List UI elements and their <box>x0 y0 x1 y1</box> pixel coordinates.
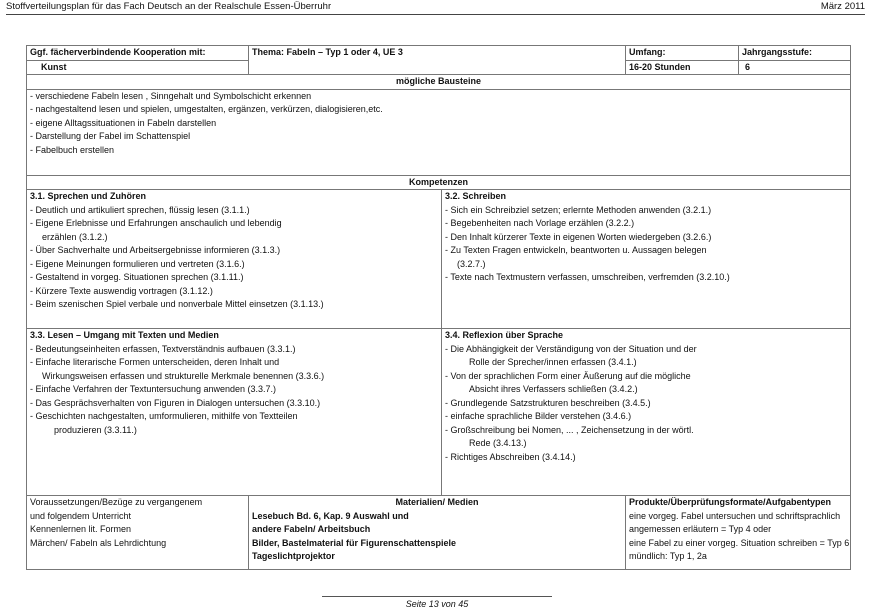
list-item: Rede (3.4.13.) <box>469 438 527 448</box>
section-title: 3.2. Schreiben <box>445 191 507 201</box>
jahrgang-label: Jahrgangsstufe: <box>739 46 851 61</box>
list-item: angemessen erläutern = Typ 4 oder <box>629 524 772 534</box>
document-title: Stoffverteilungsplan für das Fach Deutsch an der Realschule Essen-Überruhr <box>6 1 332 12</box>
kompetenzen-heading: Kompetenzen <box>27 175 851 190</box>
list-item: - Fabelbuch erstellen <box>30 144 115 155</box>
list-item: Wirkungsweisen erfassen und strukturelle Merkmale benennen (3.3.6.) <box>42 370 325 381</box>
list-item: - verschiedene Fabeln lesen , Sinngehalt und Symbolschicht erkennen <box>30 90 312 101</box>
list-item: Tageslichtprojektor <box>252 551 335 561</box>
list-item: - Einfache literarische Formen unterscheiden, deren Inhalt und <box>30 357 280 367</box>
list-item: - Eigene Erlebnisse und Erfahrungen anschaulich und lebendig <box>30 218 282 228</box>
list-item: - Sich ein Schreibziel setzen; erlernte Methoden anwenden (3.2.1.) <box>445 204 712 215</box>
voraussetzungen-title: Voraussetzungen/Bezüge zu vergangenem <box>30 497 203 507</box>
page-header <box>6 1 865 15</box>
list-item: eine Fabel zu einer vorgeg. Situation schreiben = Typ 6 <box>629 537 850 548</box>
list-item: eine vorgeg. Fabel untersuchen und schriftsprachlich <box>629 510 841 521</box>
list-item: - Den Inhalt kürzerer Texte in eigenen Worten wiedergeben (3.2.6.) <box>445 231 712 242</box>
list-item: Kennenlernen lit. Formen <box>30 524 132 534</box>
voraussetzungen-cell <box>27 496 249 570</box>
schreiben-section <box>442 190 851 329</box>
list-item: - Gestaltend in vorgeg. Situationen sprechen (3.1.11.) <box>30 272 244 282</box>
list-item: - Darstellung der Fabel im Schattenspiel <box>30 131 191 141</box>
list-item: - Großschreibung bei Nomen, ... , Zeichensetzung in der wörtl. <box>445 424 694 435</box>
list-item: - Begebenheiten nach Vorlage erzählen (3.2.2.) <box>445 218 635 228</box>
produkte-title: Produkte/Überprüfungsformate/Aufgabentypen <box>629 497 832 507</box>
sprechen-section <box>27 190 442 329</box>
list-item: - Bedeutungseinheiten erfassen, Textverständnis aufbauen (3.3.1.) <box>30 343 296 354</box>
list-item: - eigene Alltagssituationen in Fabeln darstellen <box>30 117 217 128</box>
document-date: März 2011 <box>820 1 865 12</box>
top-row-labels <box>27 46 851 61</box>
kooperation-value: Kunst <box>27 60 249 75</box>
footer-divider <box>322 596 552 597</box>
list-item: - Beim szenischen Spiel verbale und nonverbale Mittel einsetzen (3.1.13.) <box>30 299 324 309</box>
reflexion-section <box>442 329 851 496</box>
list-item: erzählen (3.1.2.) <box>42 231 108 242</box>
bausteine-list <box>27 89 851 175</box>
list-item: - Grundlegende Satzstrukturen beschreiben (3.4.5.) <box>445 397 651 408</box>
list-item: - Eigene Meinungen formulieren und vertreten (3.1.6.) <box>30 258 245 269</box>
list-item: - Deutlich und artikuliert sprechen, flüssig lesen (3.1.1.) <box>30 204 250 215</box>
list-item: - Die Abhängigkeit der Verständigung von der Situation und der <box>445 343 697 354</box>
list-item: - Kürzere Texte auswendig vortragen (3.1.12.) <box>30 285 213 296</box>
materialien-cell <box>249 496 626 570</box>
list-item: - Das Gesprächsverhalten von Figuren in Dialogen untersuchen (3.3.10.) <box>30 397 321 408</box>
thema-cell: Thema: Fabeln – Typ 1 oder 4, UE 3 <box>249 46 626 75</box>
page-number: Seite 13 von 45 <box>405 599 469 609</box>
list-item: - Richtiges Abschreiben (3.4.14.) <box>445 451 576 462</box>
jahrgang-value: 6 <box>739 60 851 75</box>
list-item: Rolle der Sprecher/innen erfassen (3.4.1.) <box>469 357 637 367</box>
produkte-cell <box>626 496 851 570</box>
section-title: 3.1. Sprechen und Zuhören <box>30 191 147 201</box>
materialien-title: Materialien/ Medien <box>395 497 479 507</box>
list-item: - nachgestaltend lesen und spielen, umgestalten, ergänzen, verkürzen, dialogisieren,etc. <box>30 104 383 114</box>
bottom-row <box>27 496 851 570</box>
bausteine-heading: mögliche Bausteine <box>27 75 851 90</box>
list-item: - Über Sachverhalte und Arbeitsergebnisse informieren (3.1.3.) <box>30 245 281 255</box>
list-item: - einfache sprachliche Bilder verstehen (3.4.6.) <box>445 411 632 421</box>
lesen-section <box>27 329 442 496</box>
kooperation-label: Ggf. fächerverbindende Kooperation mit: <box>27 46 249 61</box>
list-item: produzieren (3.3.11.) <box>54 424 137 435</box>
list-item: - Geschichten nachgestalten, umformulieren, mithilfe von Textteilen <box>30 411 298 421</box>
list-item: - Zu Texten Fragen entwickeln, beantworten u. Aussagen belegen <box>445 245 707 255</box>
list-item: - Einfache Verfahren der Textuntersuchung anwenden (3.3.7.) <box>30 384 276 394</box>
voraussetzungen-title-cont: und folgendem Unterricht <box>30 510 132 521</box>
list-item: Märchen/ Fabeln als Lehrdichtung <box>30 537 167 548</box>
list-item: - Texte nach Textmustern verfassen, umschreiben, verfremden (3.2.10.) <box>445 272 730 282</box>
section-title: 3.4. Reflexion über Sprache <box>445 330 564 340</box>
list-item: Absicht ihres Verfassers schließen (3.4.2.) <box>469 384 638 394</box>
list-item: mündlich: Typ 1, 2a <box>629 551 707 561</box>
section-title: 3.3. Lesen – Umgang mit Texten und Medien <box>30 330 219 340</box>
plan-table <box>26 45 851 570</box>
list-item: (3.2.7.) <box>457 258 486 269</box>
list-item: andere Fabeln/ Arbeitsbuch <box>252 524 371 534</box>
umfang-value: 16-20 Stunden <box>626 60 739 75</box>
list-item: - Von der sprachlichen Form einer Äußerung auf die mögliche <box>445 370 691 381</box>
umfang-label: Umfang: <box>626 46 739 61</box>
list-item: Lesebuch Bd. 6, Kap. 9 Auswahl und <box>252 510 409 521</box>
list-item: Bilder, Bastelmaterial für Figurenschattenspiele <box>252 537 457 548</box>
